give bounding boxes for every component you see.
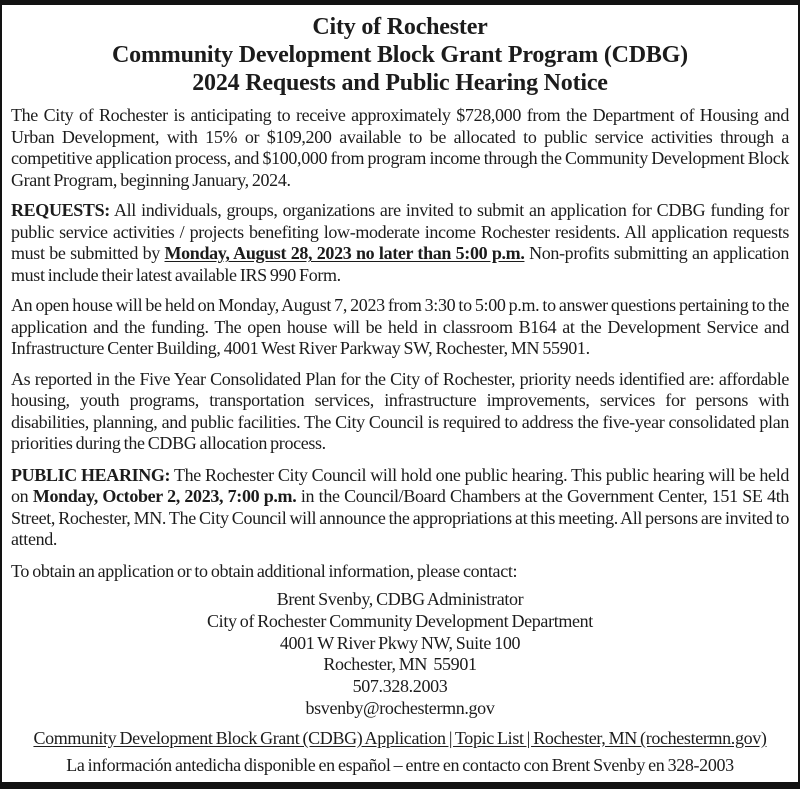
spanish-notice-text: La información antedicha disponible en español – entre en contacto con Brent Svenby en 328-2003 [66, 755, 734, 776]
contact-city-state-zip: Rochester, MN 55901 [323, 654, 477, 675]
application-link[interactable]: Community Development Block Grant (CDBG) Application | Topic List | Rochester, MN (rochestermn.gov) [33, 727, 767, 748]
open-house-paragraph [11, 295, 789, 360]
notice-title [11, 13, 789, 97]
public-hearing-label: PUBLIC HEARING: [11, 464, 171, 485]
contact-department: City of Rochester Community Development Department [207, 610, 593, 631]
requests-label: REQUESTS: [11, 200, 110, 220]
priorities-paragraph [11, 369, 789, 455]
contact-email: bsvenby@rochestermn.gov [305, 697, 495, 718]
priorities-text: As reported in the Five Year Consolidated Plan for the City of Rochester, priority needs identified are: affordable housing, youth programs, transportation services, infrastructure improvements, services for persons with disabilities, planning, and public facilities. The City Council is required to address the five-year consolidated plan priorities during the CDBG allocation process. [11, 368, 789, 453]
requests-paragraph [11, 200, 789, 286]
intro-text: The City of Rochester is anticipating to receive approximately $728,000 from the Department of Housing and Urban Development, with 15% or $109,200 available to be allocated to public service activities through a competitive application process, and $100,000 from program income through the Community Development Block Grant Program, beginning January, 2024. [11, 105, 789, 190]
requests-deadline: Monday, August 28, 2023 no later than 5:00 p.m. [164, 243, 525, 263]
open-house-text: An open house will be held on Monday, August 7, 2023 from 3:30 to 5:00 p.m. to answer questions pertaining to the application and the funding. The open house will be held in classroom B164 at the Development Service and Infrastructure Center Building, 4001 West River Parkway SW, Rochester, MN 55901. [11, 295, 789, 358]
contact-address: 4001 W River Pkwy NW, Suite 100 [279, 632, 521, 653]
title-line-program: Community Development Block Grant Program (CDBG) [112, 42, 688, 68]
contact-name: Brent Svenby, CDBG Administrator [276, 589, 524, 609]
hearing-text-before: The Rochester City Council will hold one public hearing. This public hearing will be held on [11, 464, 789, 506]
title-line-subject: 2024 Requests and Public Hearing Notice [192, 70, 608, 96]
hearing-text-after: in the Council/Board Chambers at the Government Center, 151 SE 4th Street, Rochester, MN. The City Council will announce the appropriations at this meeting. All persons are invited to attend. [11, 486, 790, 549]
public-hearing-paragraph [11, 465, 789, 551]
hearing-datetime: Monday, October 2, 2023, 7:00 p.m. [32, 486, 297, 506]
application-link-line [11, 728, 789, 750]
title-line-city: City of Rochester [312, 14, 488, 40]
requests-text-before: All individuals, groups, organizations are invited to submit an application for CDBG funding for public service activities / projects benefiting low-moderate income Rochester residents. All application requests must be submitted by [11, 200, 789, 263]
contact-intro-line [11, 561, 789, 583]
intro-paragraph [11, 105, 789, 191]
contact-block [11, 589, 789, 720]
contact-phone: 507.328.2003 [352, 676, 448, 697]
spanish-notice-line [11, 755, 789, 777]
requests-text-after: Non-profits submitting an application must include their latest available IRS 990 Form. [11, 243, 789, 285]
contact-intro-text: To obtain an application or to obtain additional information, please contact: [11, 560, 518, 581]
